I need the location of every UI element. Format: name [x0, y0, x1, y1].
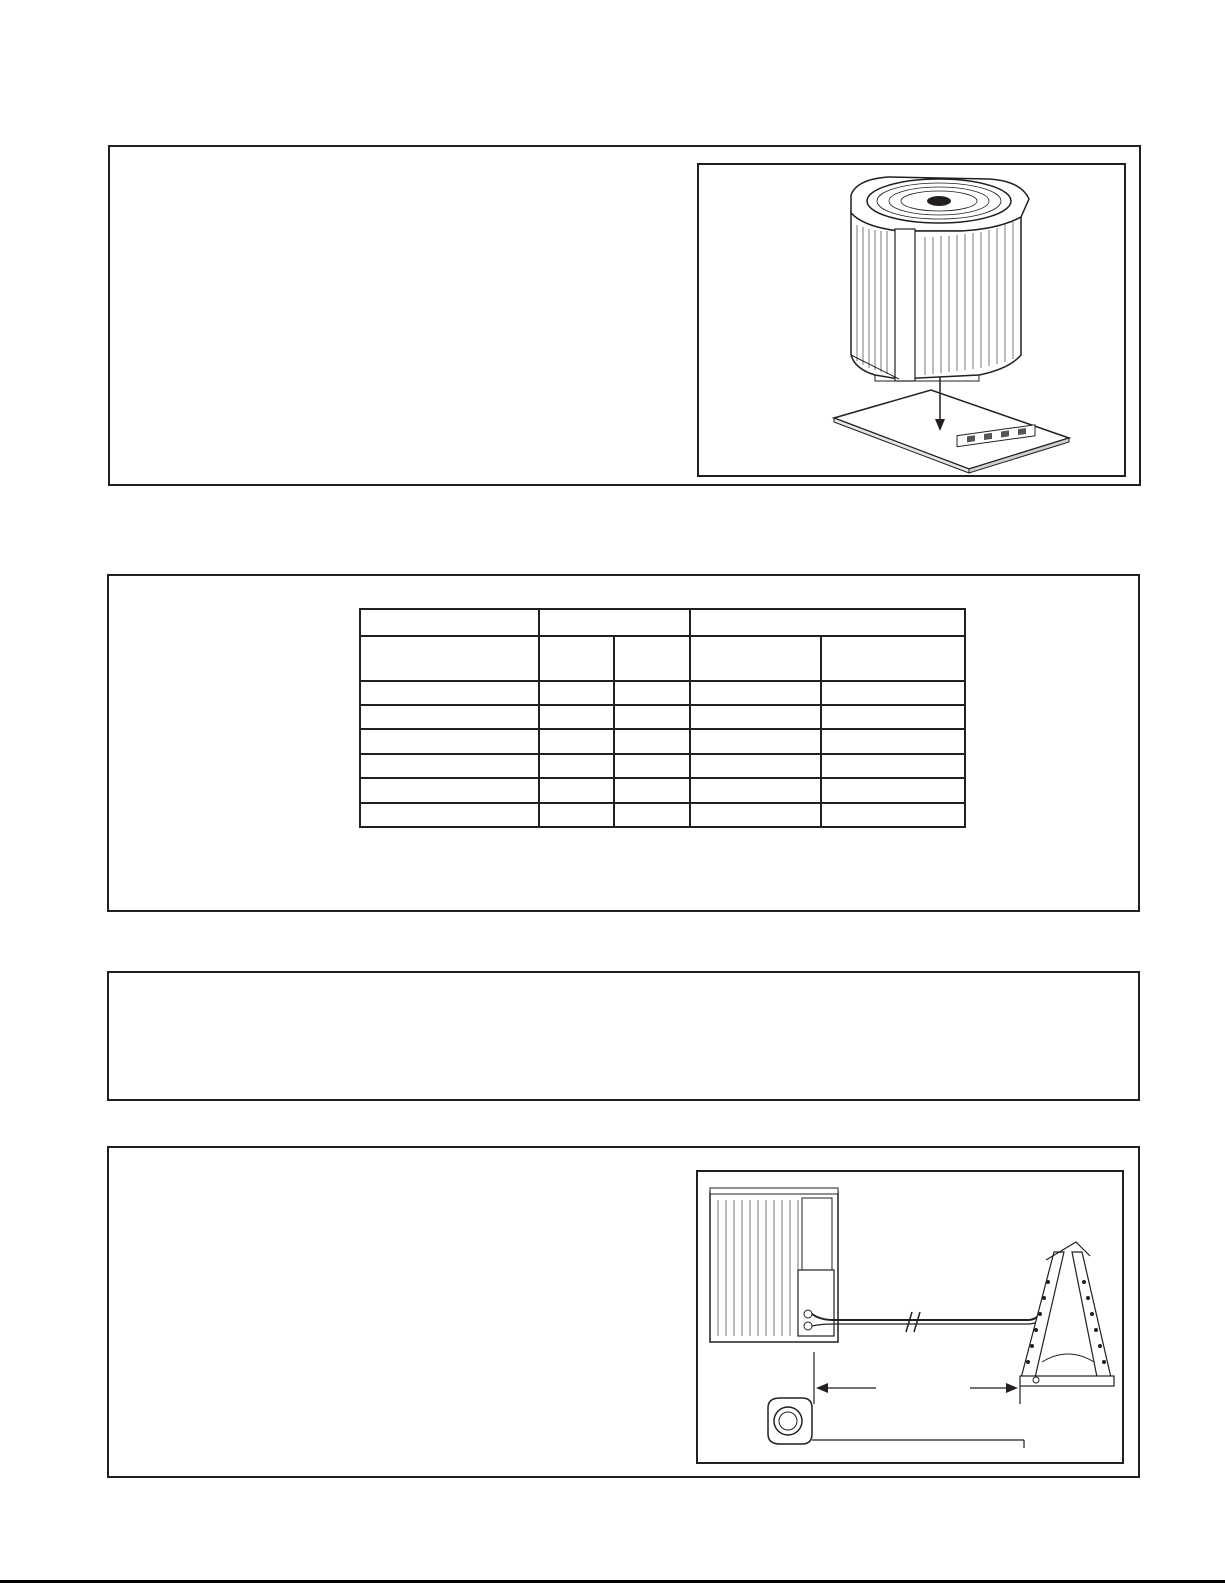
unit-on-pad-drawing	[699, 165, 1124, 475]
outdoor-condenser-unit-icon	[710, 1188, 838, 1342]
dimension-arrow-icon	[814, 1352, 1020, 1404]
panel-note	[107, 971, 1140, 1101]
figure-line-set-measurement	[696, 1170, 1124, 1464]
panel-unit-placement	[108, 145, 1141, 486]
panel-line-set	[107, 1146, 1140, 1478]
panel-spec-table	[107, 574, 1140, 912]
measuring-tape-icon	[768, 1398, 1024, 1448]
page-bottom-rule	[0, 1580, 1225, 1583]
spec-table	[359, 608, 967, 830]
indoor-a-coil-icon	[1020, 1242, 1114, 1386]
figure-unit-on-pad	[697, 163, 1126, 477]
refrigerant-line-set-icon	[812, 1312, 1044, 1326]
outdoor-condenser-unit-icon	[851, 177, 1029, 381]
line-break-icon	[906, 1312, 920, 1332]
line-set-drawing	[698, 1172, 1122, 1462]
